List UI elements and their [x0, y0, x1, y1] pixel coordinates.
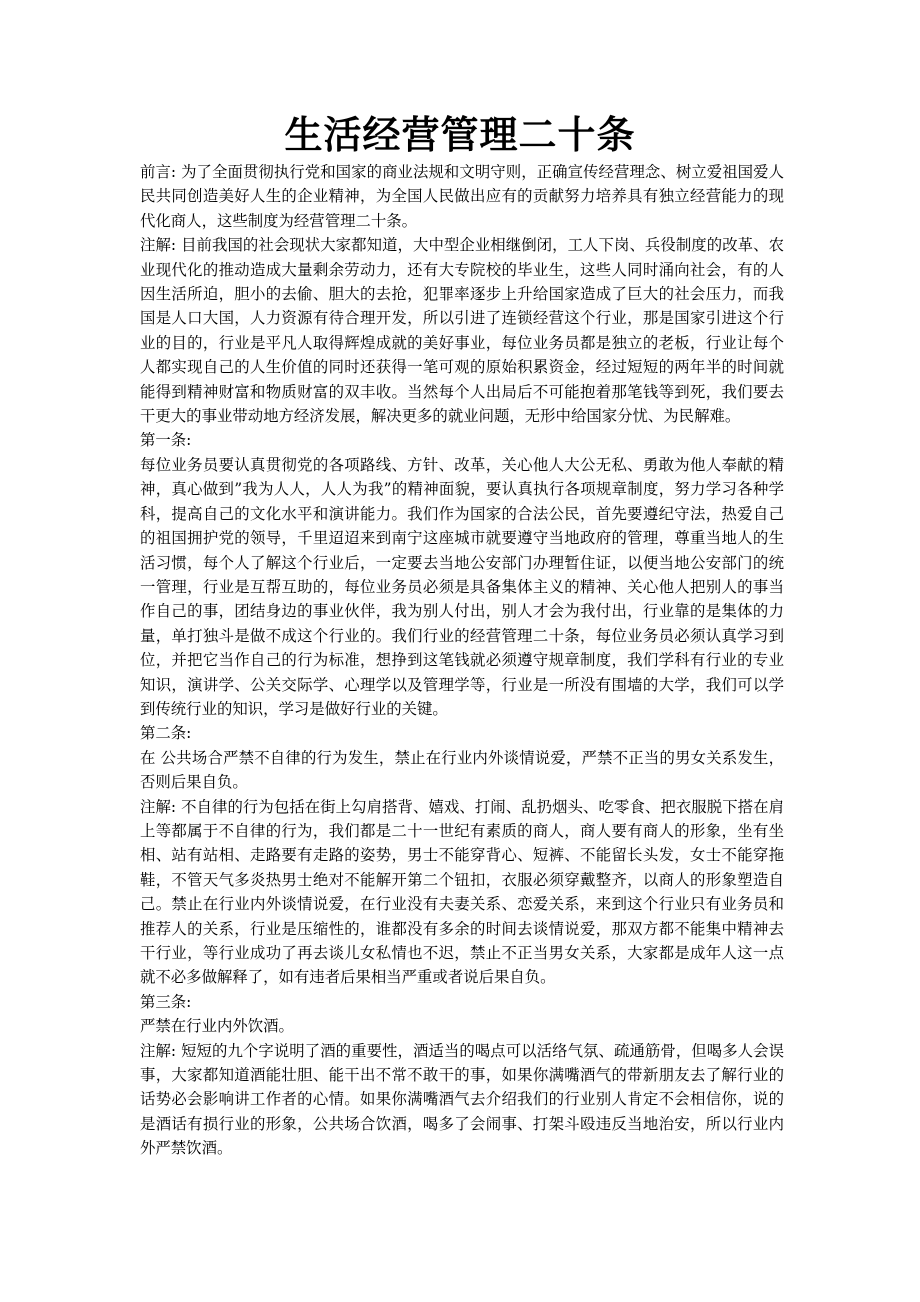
article-2-note-paragraph: 注解: 不自律的行为包括在街上勾肩搭背、嬉戏、打闹、乱扔烟头、吃零食、把衣服脱下搭在肩上等都属于不自律的行为，我们都是二十一世纪有素质的商人，商人要有商人的形象，坐有坐相、站有站相、走路要有走路的姿势，男士不能穿背心、短裤、不能留长头发，女士不能穿拖鞋，不管天气多炎热男士绝对不能解开第二个钮扣，衣服必须穿戴整齐，以商人的形象塑造自己。禁止在行业内外谈情说爱，在行业没有夫妻关系、恋爱关系，来到这个行业只有业务员和推荐人的关系，行业是压缩性的，谁都没有多余的时间去谈情说爱，那双方都不能集中精神去干行业，等行业成功了再去谈儿女私情也不迟，禁止不正当男女关系，大家都是成年人这一点就不必多做解释了，如有违者后果相当严重或者说后果自负。: [140, 797, 784, 987]
article-3-note-paragraph: 注解: 短短的九个字说明了酒的重要性，酒适当的喝点可以活络气氛、疏通筋骨，但喝多人会误事，大家都知道酒能壮胆、能干出不常不敢干的事，如果你满嘴酒气的带新朋友去了解行业的话势必会影响讲工作者的心情。如果你满嘴酒气去介绍我们的行业别人肯定不会相信你，说的是酒话有损行业的形象，公共场合饮酒，喝多了会闹事、打架斗殴违反当地治安，所以行业内外严禁饮酒。: [140, 1041, 784, 1158]
preface-note-paragraph: 注解: 目前我国的社会现状大家都知道，大中型企业相继倒闭，工人下岗、兵役制度的改革、农业现代化的推动造成大量剩余劳动力，还有大专院校的毕业生，这些人同时涌向社会，有的人因生活所迫，胆小的去偷、胆大的去抢，犯罪率逐步上升给国家造成了巨大的社会压力，而我国是人口大国，人力资源有待合理开发，所以引进了连锁经营这个行业，那是国家引进这个行业的目的，行业是平凡人取得辉煌成就的美好事业，每位业务员都是独立的老板，行业让每个人都实现自己的人生价值的同时还获得一笔可观的原始积累资金，经过短短的两年半的时间就能得到精神财富和物质财富的双丰收。当然每个人出局后不可能抱着那笔钱等到死，我们要去干更大的事业带动地方经济发展，解决更多的就业问题，无形中给国家分忧、为民解难。: [140, 236, 784, 426]
article-2-heading: 第二条:: [140, 724, 192, 743]
article-3-heading: 第三条:: [140, 992, 192, 1011]
article-1-paragraph: 每位业务员要认真贯彻党的各项路线、方针、改革，关心他人大公无私、勇敢为他人奉献的精神，真心做到”我为人人，人人为我”的精神面貌，要认真执行各项规章制度，努力学习各种学科，提高自己的文化水平和演讲能力。我们作为国家的合法公民，首先要遵纪守法，热爱自己的祖国拥护党的领导，千里迢迢来到南宁这座城市就要遵守当地政府的管理，尊重当地人的生活习惯，每个人了解这个行业后，一定要去当地公安部门办理暂住证，以便当地公安部门的统一管理，行业是互帮互助的，每位业务员必须是具备集体主义的精神、关心他人把别人的事当作自己的事，团结身边的事业伙伴，我为别人付出，别人才会为我付出，行业靠的是集体的力量，单打独斗是做不成这个行业的。我们行业的经营管理二十条，每位业务员必须认真学习到位，并把它当作自己的行为标准，想挣到这笔钱就必须遵守规章制度，我们学科有行业的专业知识，演讲学、公关交际学、心理学以及管理学等，行业是一所没有围墙的大学，我们可以学到传统行业的知识，学习是做好行业的关键。: [140, 455, 784, 718]
article-2-paragraph: 在 公共场合严禁不自律的行为发生，禁止在行业内外谈情说爱，严禁不正当的男女关系发生，否则后果自负。: [140, 748, 784, 792]
article-1-heading: 第一条:: [140, 431, 192, 450]
document-body: [140, 160, 784, 1161]
article-3-paragraph: 严禁在行业内外饮酒。: [140, 1017, 294, 1036]
document-title: 生活经营管理二十条: [284, 112, 636, 157]
preface-paragraph: 前言: 为了全面贯彻执行党和国家的商业法规和文明守则，正确宣传经营理念、树立爱祖国爱人民共同创造美好人生的企业精神，为全国人民做出应有的贡献努力培养具有独立经营能力的现代化商人，这些制度为经营管理二十条。: [140, 163, 784, 230]
